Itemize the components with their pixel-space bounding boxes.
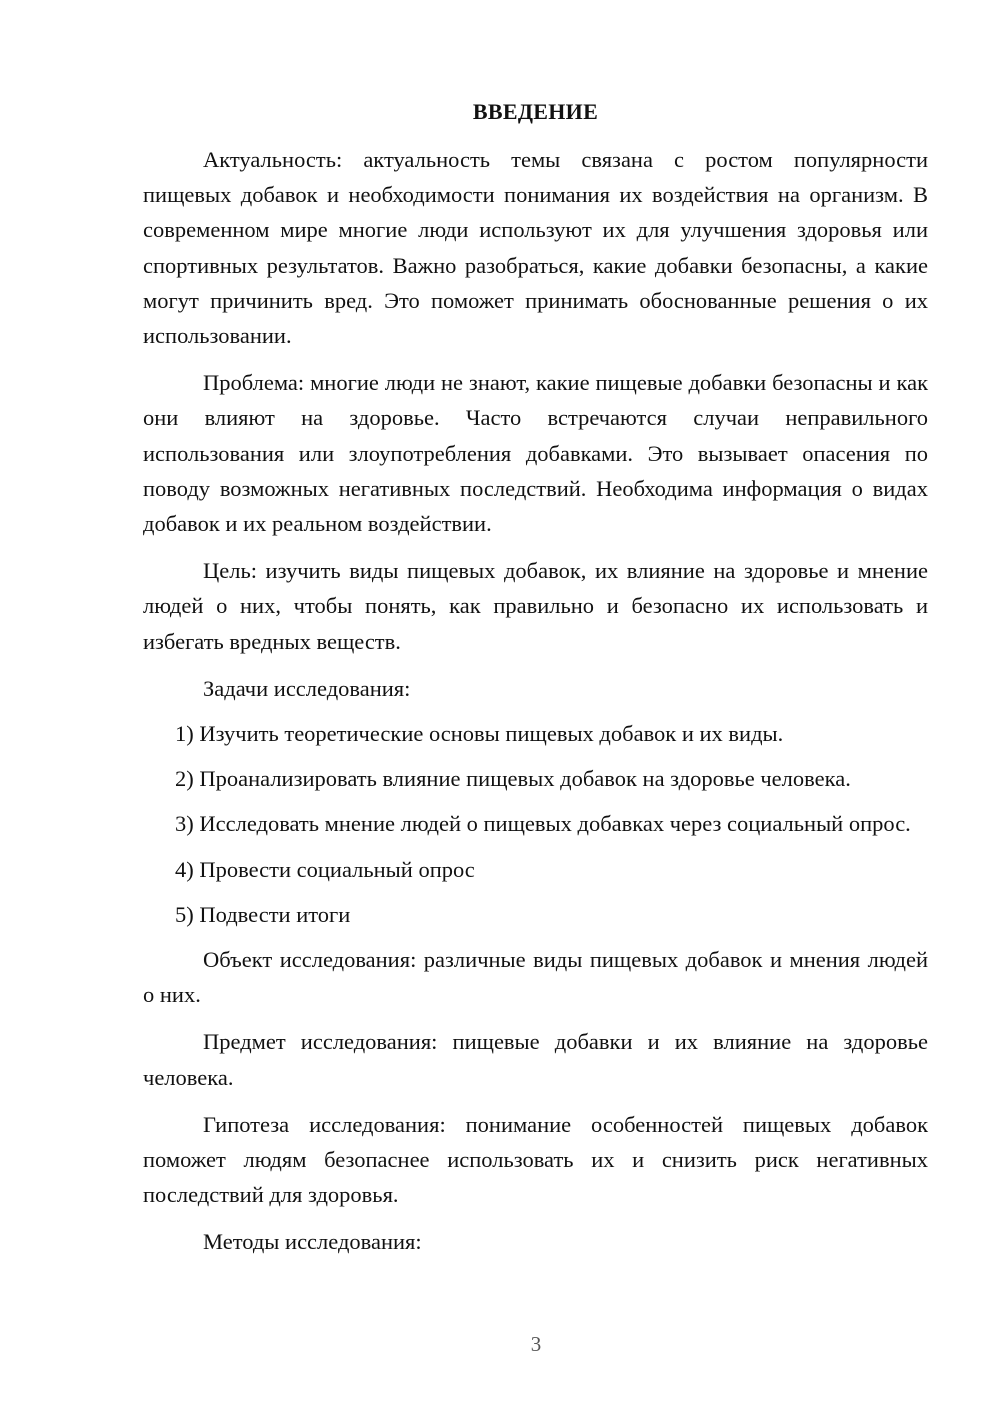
page-content <box>143 96 928 1270</box>
task-item-3: 3) Исследовать мнение людей о пищевых добавках через социальный опрос. <box>175 811 911 837</box>
subject-paragraph: Предмет исследования: пищевые добавки и их влияние на здоровье человека. <box>143 1029 928 1090</box>
task-item-1: 1) Изучить теоретические основы пищевых добавок и их виды. <box>175 721 784 747</box>
task-item-2: 2) Проанализировать влияние пищевых добавок на здоровье человека. <box>175 766 851 792</box>
section-title: ВВЕДЕНИЕ <box>472 99 599 124</box>
methods-heading: Методы исследования: <box>203 1229 422 1255</box>
hypothesis-paragraph: Гипотеза исследования: понимание особенностей пищевых добавок поможет людям безопаснее использовать их и снизить риск негативных последствий для здоровья. <box>143 1111 928 1208</box>
problem-paragraph: Проблема: многие люди не знают, какие пищевые добавки безопасны и как они влияют на здоровье. Часто встречаются случаи неправильного использования или злоупотребления добавками. Это вызывает опасения по поводу возможных негативных последствий. Необходима информация о видах добавок и их реальном воздействии. <box>143 370 928 537</box>
task-item-4: 4) Провести социальный опрос <box>175 856 475 882</box>
page-number: 3 <box>530 1332 542 1356</box>
task-item-5: 5) Подвести итоги <box>175 901 351 927</box>
relevance-paragraph: Актуальность: актуальность темы связана с ростом популярности пищевых добавок и необходимости понимания их воздействия на организм. В современном мире многие люди используют их для улучшения здоровья или спортивных результатов. Важно разобраться, какие добавки безопасны, а какие могут причинить вред. Это поможет принимать обоснованные решения о их использовании. <box>143 147 928 349</box>
goal-paragraph: Цель: изучить виды пищевых добавок, их влияние на здоровье и мнение людей о них, чтобы понять, как правильно и безопасно их использовать и избегать вредных веществ. <box>143 558 928 654</box>
object-paragraph: Объект исследования: различные виды пищевых добавок и мнения людей о них. <box>143 947 928 1008</box>
tasks-heading: Задачи исследования: <box>203 675 411 701</box>
